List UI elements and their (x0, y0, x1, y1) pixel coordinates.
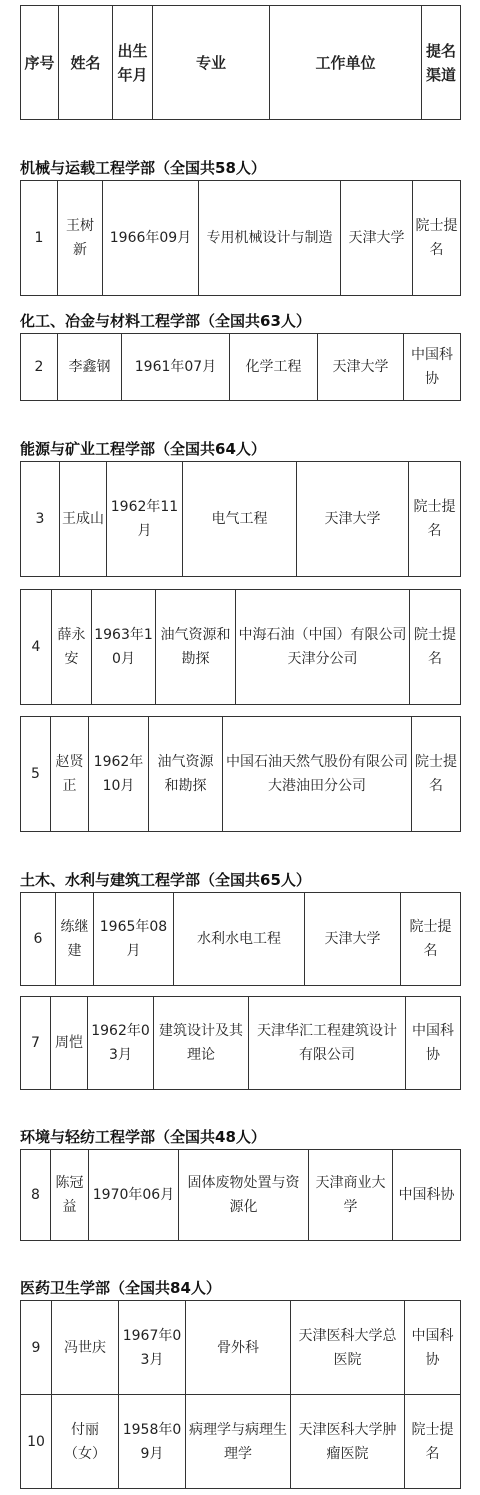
cell-birth: 1966年09月 (103, 181, 199, 296)
table-row (20, 892, 461, 986)
section-title: 医药卫生学部（全国共84人） (20, 1279, 221, 1297)
table-row (20, 996, 461, 1090)
cell-unit: 中国石油天然气股份有限公司大港油田分公司 (223, 717, 412, 832)
cell-channel: 院士提名 (405, 1395, 461, 1489)
section-title: 土木、水利与建筑工程学部（全国共65人） (20, 871, 311, 889)
cell-birth: 1970年06月 (89, 1150, 179, 1241)
cell-name: 赵贤正 (51, 717, 89, 832)
section-title: 能源与矿业工程学部（全国共64人） (20, 440, 266, 458)
header-major: 专业 (153, 6, 270, 120)
cell-name: 付丽（女） (52, 1395, 119, 1489)
cell-no: 1 (21, 181, 58, 296)
cell-channel: 中国科协 (405, 1301, 461, 1395)
cell-major: 油气资源和勘探 (149, 717, 223, 832)
cell-unit: 天津大学 (341, 181, 413, 296)
cell-birth: 1962年10月 (89, 717, 149, 832)
cell-unit: 天津大学 (305, 893, 401, 986)
cell-channel: 院士提名 (409, 462, 461, 577)
cell-name: 李鑫钢 (58, 334, 122, 401)
cell-birth: 1958年09月 (119, 1395, 186, 1489)
cell-major: 病理学与病理生理学 (186, 1395, 291, 1489)
table-row (20, 461, 461, 577)
cell-channel: 中国科协 (404, 334, 461, 401)
cell-major: 水利水电工程 (174, 893, 305, 986)
header-table (20, 5, 461, 120)
table-row (20, 1300, 461, 1489)
cell-no: 10 (21, 1395, 52, 1489)
cell-birth: 1962年03月 (88, 997, 154, 1090)
cell-major: 专用机械设计与制造 (199, 181, 341, 296)
cell-name: 练继建 (56, 893, 94, 986)
cell-name: 薛永安 (52, 590, 92, 705)
section-title: 环境与轻纺工程学部（全国共48人） (20, 1128, 266, 1146)
cell-unit: 天津大学 (318, 334, 404, 401)
header-channel: 提名渠道 (422, 6, 461, 120)
cell-no: 2 (21, 334, 58, 401)
cell-unit: 天津医科大学总医院 (291, 1301, 405, 1395)
cell-major: 骨外科 (186, 1301, 291, 1395)
cell-birth: 1965年08月 (94, 893, 174, 986)
header-unit: 工作单位 (270, 6, 422, 120)
section-title: 机械与运载工程学部（全国共58人） (20, 159, 266, 177)
cell-name: 冯世庆 (52, 1301, 119, 1395)
cell-name: 周恺 (51, 997, 88, 1090)
cell-channel: 院士提名 (401, 893, 461, 986)
section-title: 化工、冶金与材料工程学部（全国共63人） (20, 312, 311, 330)
cell-no: 4 (21, 590, 52, 705)
cell-channel: 中国科协 (406, 997, 461, 1090)
header-birth: 出生年月 (113, 6, 153, 120)
header-no: 序号 (21, 6, 59, 120)
header-name: 姓名 (59, 6, 113, 120)
cell-major: 建筑设计及其理论 (154, 997, 249, 1090)
cell-no: 6 (21, 893, 56, 986)
cell-major: 化学工程 (230, 334, 318, 401)
table-row (20, 333, 461, 401)
cell-major: 固体废物处置与资源化 (179, 1150, 309, 1241)
cell-name: 王成山 (60, 462, 107, 577)
cell-birth: 1967年03月 (119, 1301, 186, 1395)
cell-birth: 1961年07月 (122, 334, 230, 401)
cell-no: 3 (21, 462, 60, 577)
cell-major: 电气工程 (183, 462, 297, 577)
cell-name: 王树新 (58, 181, 103, 296)
cell-no: 8 (21, 1150, 51, 1241)
cell-name: 陈冠益 (51, 1150, 89, 1241)
cell-unit: 中海石油（中国）有限公司天津分公司 (236, 590, 410, 705)
cell-unit: 天津商业大学 (309, 1150, 393, 1241)
cell-channel: 院士提名 (410, 590, 461, 705)
cell-unit: 天津大学 (297, 462, 409, 577)
table-row (20, 716, 461, 832)
cell-channel: 院士提名 (413, 181, 461, 296)
cell-birth: 1963年10月 (92, 590, 156, 705)
cell-unit: 天津医科大学肿瘤医院 (291, 1395, 405, 1489)
cell-channel: 院士提名 (412, 717, 461, 832)
cell-channel: 中国科协 (393, 1150, 461, 1241)
cell-no: 9 (21, 1301, 52, 1395)
cell-unit: 天津华汇工程建筑设计有限公司 (249, 997, 406, 1090)
table-row (20, 180, 461, 296)
table-row (20, 1149, 461, 1241)
cell-no: 7 (21, 997, 51, 1090)
cell-no: 5 (21, 717, 51, 832)
table-row (20, 589, 461, 705)
cell-birth: 1962年11月 (107, 462, 183, 577)
cell-major: 油气资源和勘探 (156, 590, 236, 705)
